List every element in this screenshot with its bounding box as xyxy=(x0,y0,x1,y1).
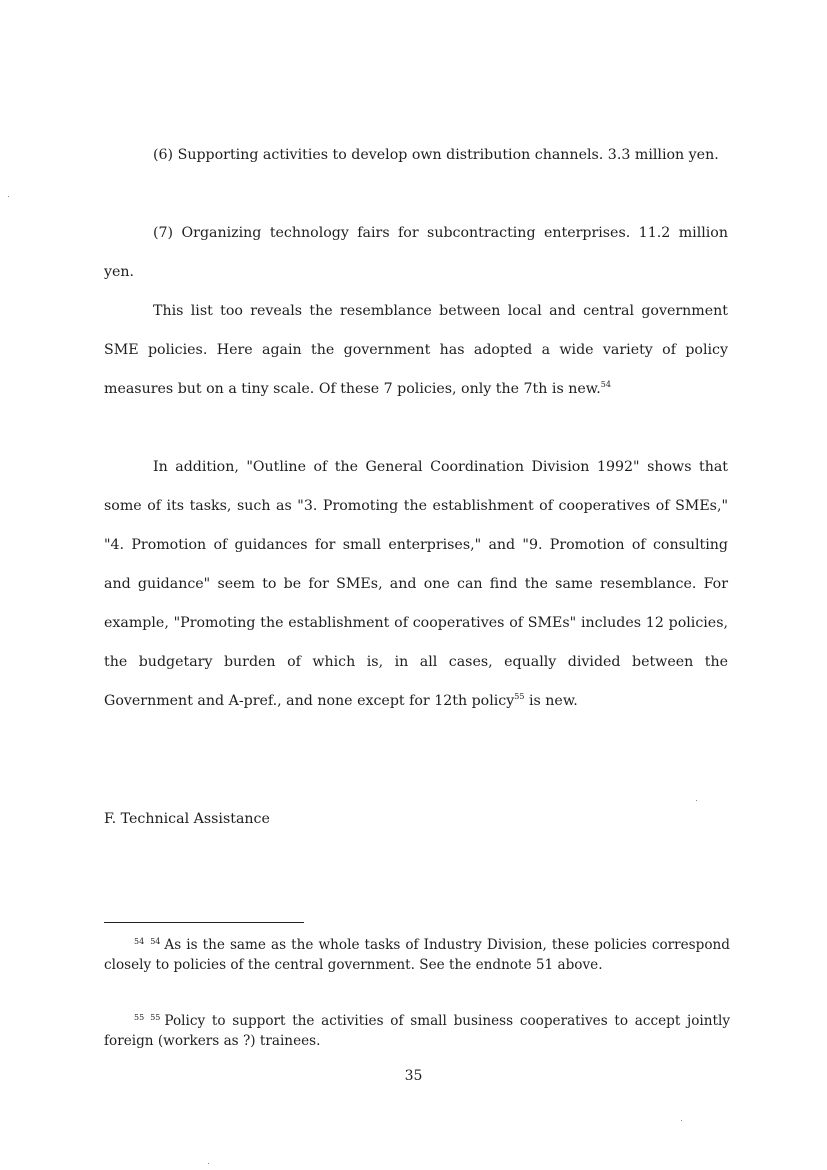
paragraph-general-coordination xyxy=(104,448,728,721)
paragraph-resemblance-text: This list too reveals the resemblance between local and central government SME policies. Here again the government has adopted a wide variety of policy measures but on a tiny scale. Of these 7 policies, only the 7th is new. xyxy=(104,303,728,397)
paragraph-item-6-text: (6) Supporting activities to develop own distribution channels. 3.3 million yen. xyxy=(153,147,719,163)
footnote-55-mark-repeat: 55 xyxy=(150,1013,161,1022)
footnote-ref-54[interactable]: 54 xyxy=(600,380,611,389)
footnote-54 xyxy=(104,935,730,975)
scan-speck xyxy=(208,1163,209,1164)
footnote-55-mark: 55 xyxy=(134,1013,145,1022)
scan-speck xyxy=(681,1120,682,1121)
paragraph-general-coordination-tail: is new. xyxy=(524,693,578,709)
scan-speck xyxy=(8,196,9,197)
footnote-54-mark-repeat: 54 xyxy=(150,937,161,946)
footnote-54-mark: 54 xyxy=(134,937,145,946)
paragraph-resemblance xyxy=(104,292,728,409)
footnote-54-text: As is the same as the whole tasks of Industry Division, these policies correspond closely to policies of the central government. See the endnote 51 above. xyxy=(104,937,730,973)
paragraph-item-7 xyxy=(104,214,728,292)
section-heading: F. Technical Assistance xyxy=(104,811,270,827)
footnote-divider xyxy=(104,922,304,923)
footnote-ref-55[interactable]: 55 xyxy=(514,692,525,701)
footnote-55-text: Policy to support the activities of small business cooperatives to accept jointly foreign (workers as ?) trainees. xyxy=(104,1013,730,1049)
paragraph-item-6 xyxy=(104,136,728,175)
paragraph-general-coordination-text: In addition, "Outline of the General Coordination Division 1992" shows that some of its tasks, such as "3. Promoting the establishment of cooperatives of SMEs," "4. Promotion of guidances for small enterprises," and "9. Promotion of consulting and guidance" seem to be for SMEs, and one can find the same resemblance. For example, "Promoting the establishment of cooperatives of SMEs" includes 12 policies, the budgetary burden of which is, in all cases, equally divided between the Government and A-pref., and none except for 12th policy xyxy=(104,459,728,709)
footnote-55 xyxy=(104,1011,730,1051)
scan-speck xyxy=(696,800,697,801)
page-number: 35 xyxy=(404,1068,423,1084)
paragraph-item-7-text: (7) Organizing technology fairs for subcontracting enterprises. 11.2 million yen. xyxy=(104,225,728,280)
